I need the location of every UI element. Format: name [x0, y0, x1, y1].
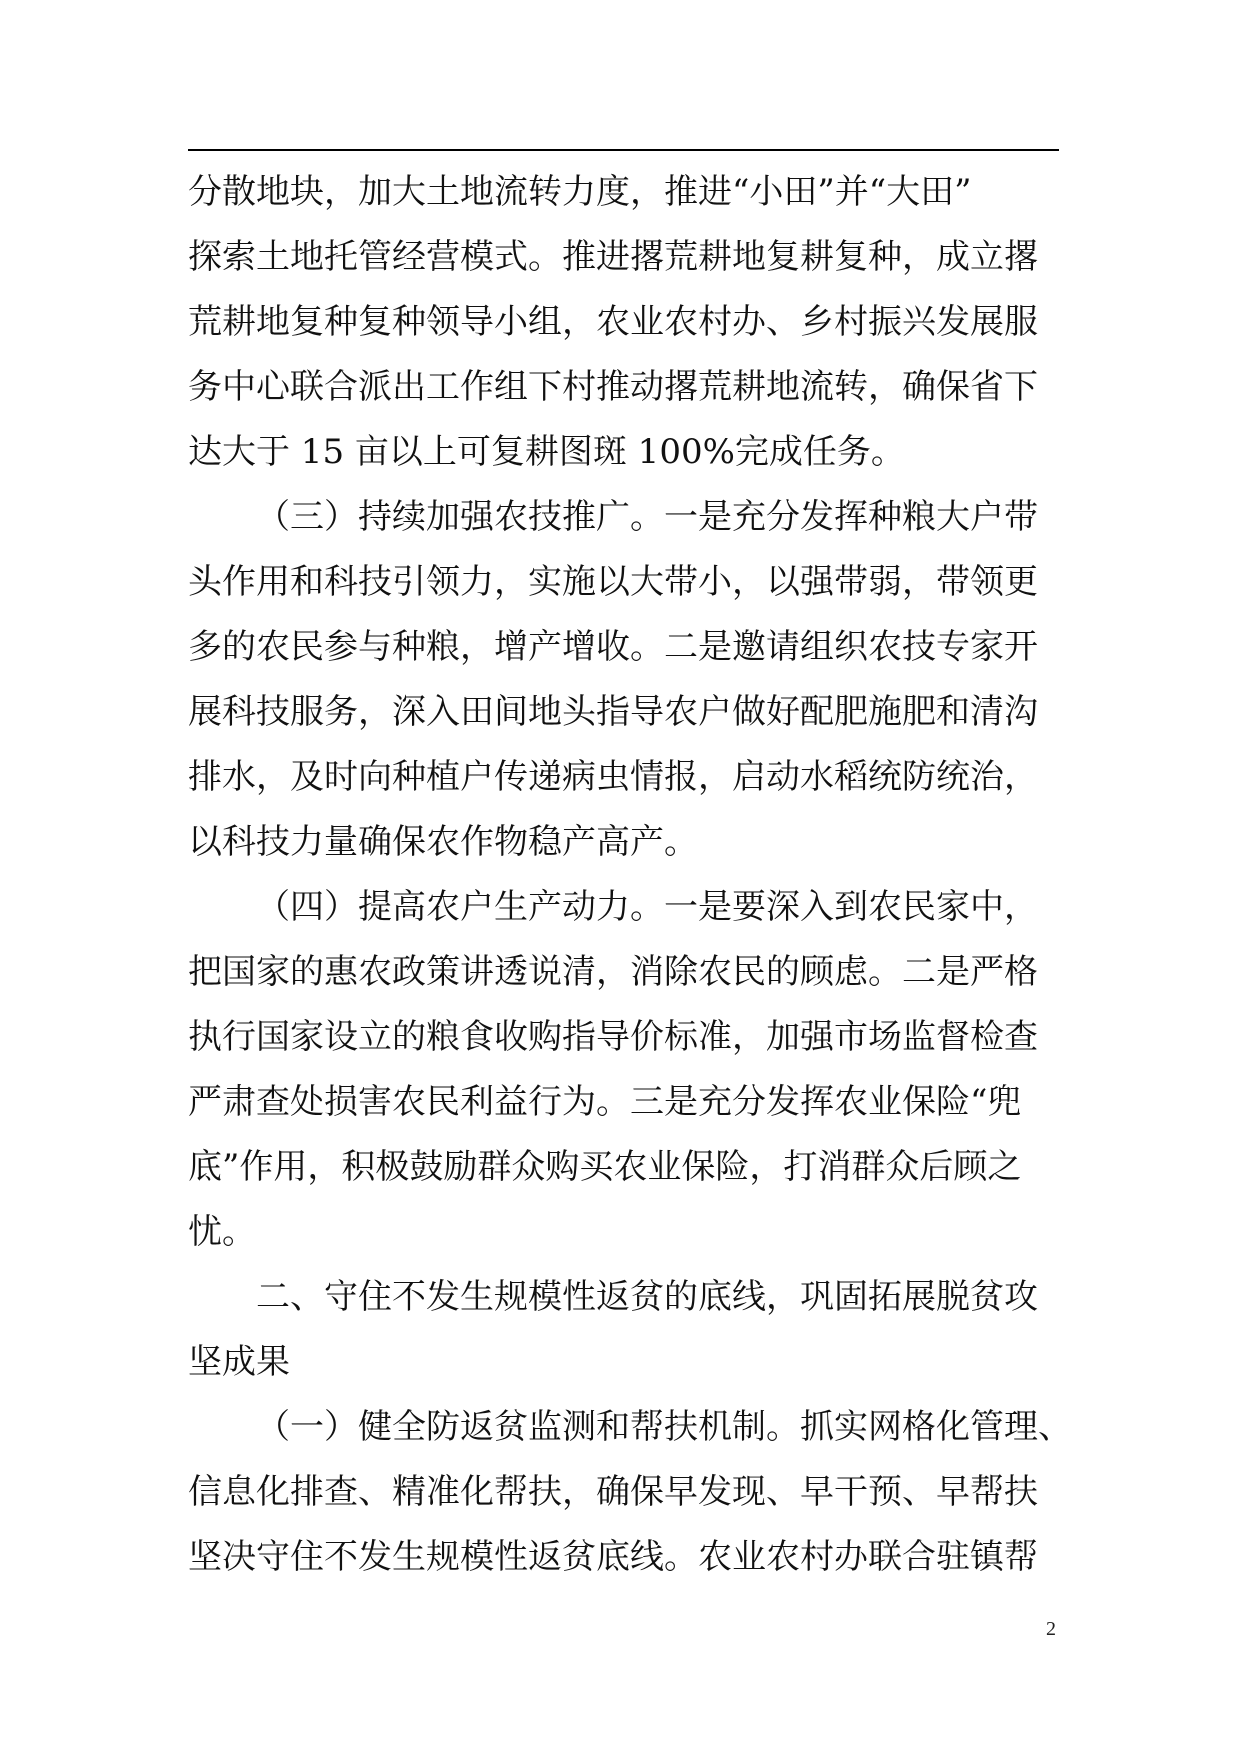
text-line: 坚决守住不发生规模性返贫底线。农业农村办联合驻镇帮: [188, 1537, 1038, 1577]
text-line: 信息化排查、精准化帮扶，确保早发现、早干预、早帮扶: [188, 1472, 1038, 1512]
chapter-heading-2-cont: 坚成果: [188, 1342, 290, 1382]
text-line: 探索土地托管经营模式。推进撂荒耕地复耕复种，成立撂: [188, 237, 1038, 277]
header-rule: [188, 149, 1059, 151]
text-line: 把国家的惠农政策讲透说清，消除农民的顾虑。二是严格: [188, 952, 1038, 992]
body-text: [188, 160, 1072, 1590]
text-line: 严肃查处损害农民利益行为。三是充分发挥农业保险“兜: [188, 1082, 1022, 1122]
text-line: 排水，及时向种植户传递病虫情报，启动水稻统防统治，: [188, 757, 1038, 797]
text-line: 多的农民参与种粮，增产增收。二是邀请组织农技专家开: [188, 627, 1038, 667]
chapter-heading-2: 二、守住不发生规模性返贫的底线，巩固拓展脱贫攻: [256, 1277, 1038, 1317]
section-heading-4: （四）提高农户生产动力。一是要深入到农民家中，: [256, 887, 1038, 927]
text-line: 荒耕地复种复种领导小组，农业农村办、乡村振兴发展服: [188, 302, 1038, 342]
text-line: 分散地块，加大土地流转力度，推进“小田”并“大田”: [188, 172, 972, 212]
text-line: 忧。: [188, 1212, 256, 1252]
text-line: 务中心联合派出工作组下村推动撂荒耕地流转，确保省下: [188, 367, 1038, 407]
text-line: 执行国家设立的粮食收购指导价标准，加强市场监督检查: [188, 1017, 1038, 1057]
text-line: 以科技力量确保农作物稳产高产。: [188, 822, 698, 862]
text-line: 底”作用，积极鼓励群众购买农业保险，打消群众后顾之: [188, 1147, 1022, 1187]
section-heading-1: （一）健全防返贫监测和帮扶机制。抓实网格化管理、: [256, 1407, 1072, 1447]
section-heading-3: （三）持续加强农技推广。一是充分发挥种粮大户带: [256, 497, 1038, 537]
text-line: 头作用和科技引领力，实施以大带小，以强带弱，带领更: [188, 562, 1038, 602]
text-line: 展科技服务，深入田间地头指导农户做好配肥施肥和清沟: [188, 692, 1038, 732]
page-number: 2: [1046, 1618, 1056, 1640]
text-line: 达大于 15 亩以上可复耕图斑 100%完成任务。: [188, 432, 905, 472]
